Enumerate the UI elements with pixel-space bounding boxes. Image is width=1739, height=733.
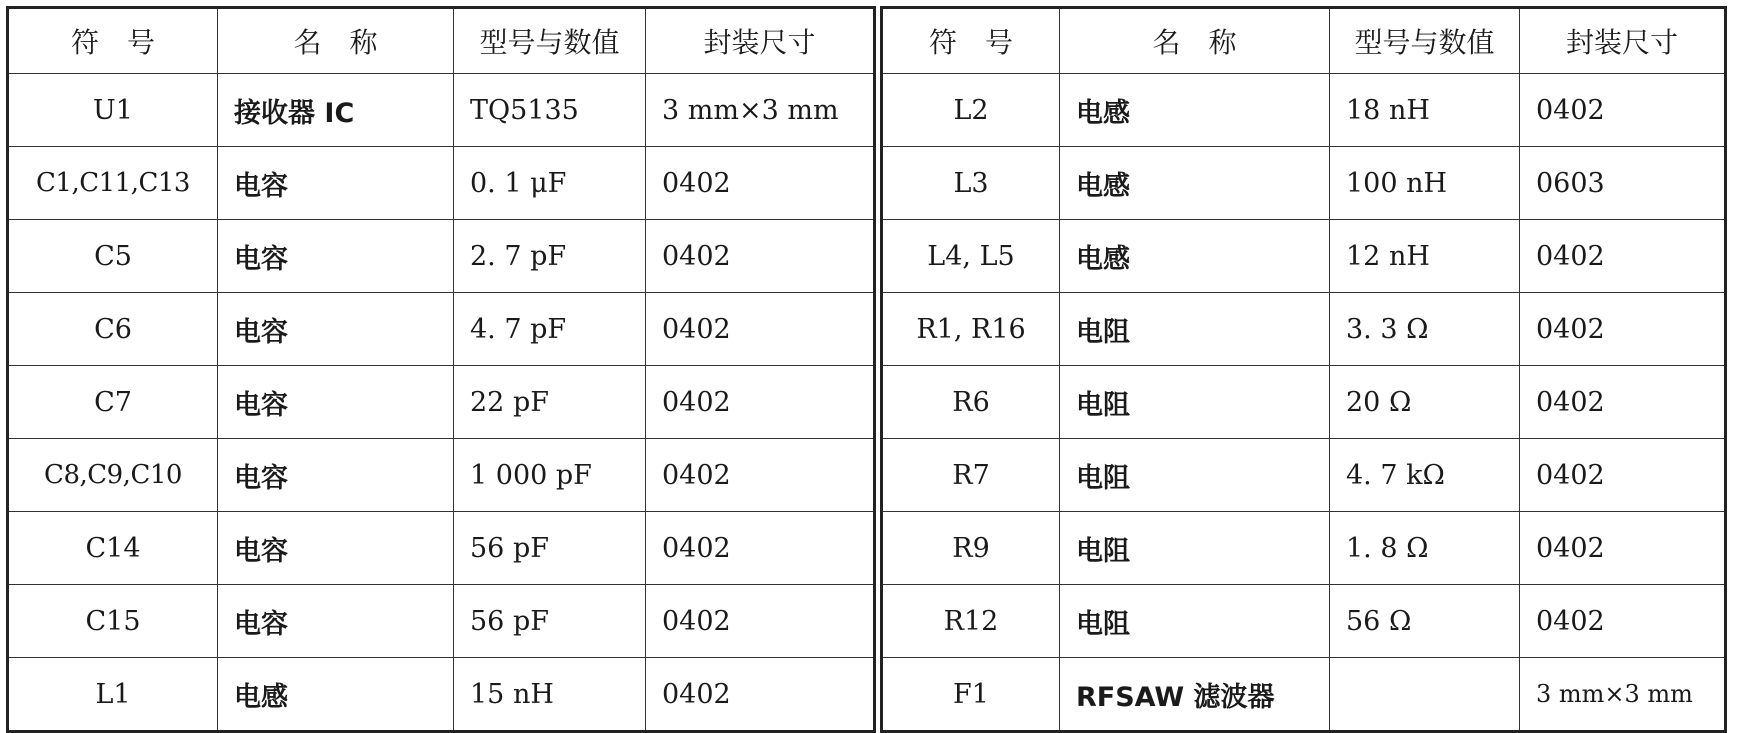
- cell-name: 电容: [218, 439, 454, 512]
- header-value: 型号与数值: [454, 8, 646, 74]
- header-name: 名 称: [1060, 8, 1330, 74]
- cell-value: 0. 1 μF: [454, 147, 646, 220]
- table-row: [882, 147, 1726, 220]
- table-row: [882, 366, 1726, 439]
- cell-package: 0402: [646, 512, 875, 585]
- cell-symbol: R9: [882, 512, 1060, 585]
- cell-value: 3. 3 Ω: [1330, 293, 1520, 366]
- table-row: [8, 512, 875, 585]
- cell-symbol: L2: [882, 74, 1060, 147]
- table-row: [8, 439, 875, 512]
- cell-name: RFSAW 滤波器: [1060, 658, 1330, 732]
- header-value: 型号与数值: [1330, 8, 1520, 74]
- cell-symbol: L1: [8, 658, 218, 732]
- cell-value: 22 pF: [454, 366, 646, 439]
- cell-package: 0402: [1520, 585, 1726, 658]
- cell-package: 0402: [646, 585, 875, 658]
- table-row: [8, 658, 875, 732]
- cell-value: 4. 7 pF: [454, 293, 646, 366]
- header-row: [882, 8, 1726, 74]
- cell-value: 20 Ω: [1330, 366, 1520, 439]
- header-name: 名 称: [218, 8, 454, 74]
- cell-value: 1 000 pF: [454, 439, 646, 512]
- cell-value: 12 nH: [1330, 220, 1520, 293]
- cell-symbol: C5: [8, 220, 218, 293]
- cell-symbol: C6: [8, 293, 218, 366]
- cell-package: 0402: [1520, 512, 1726, 585]
- cell-value: 56 pF: [454, 585, 646, 658]
- cell-name: 电容: [218, 293, 454, 366]
- cell-package: 0402: [646, 220, 875, 293]
- table-row: [882, 512, 1726, 585]
- table-row: [8, 366, 875, 439]
- table-row: [882, 658, 1726, 732]
- header-symbol: 符 号: [882, 8, 1060, 74]
- cell-symbol: C14: [8, 512, 218, 585]
- cell-value: [1330, 658, 1520, 732]
- cell-symbol: R7: [882, 439, 1060, 512]
- cell-symbol: C1,C11,C13: [8, 147, 218, 220]
- cell-value: 15 nH: [454, 658, 646, 732]
- cell-package: 3 mm×3 mm: [1520, 658, 1726, 732]
- cell-symbol: C15: [8, 585, 218, 658]
- cell-symbol: R6: [882, 366, 1060, 439]
- cell-name: 电感: [1060, 220, 1330, 293]
- cell-name: 电容: [218, 585, 454, 658]
- cell-value: 4. 7 kΩ: [1330, 439, 1520, 512]
- cell-package: 0402: [1520, 439, 1726, 512]
- cell-package: 0402: [1520, 74, 1726, 147]
- cell-symbol: U1: [8, 74, 218, 147]
- cell-package: 0603: [1520, 147, 1726, 220]
- cell-symbol: L4, L5: [882, 220, 1060, 293]
- cell-value: 56 pF: [454, 512, 646, 585]
- cell-symbol: R1, R16: [882, 293, 1060, 366]
- cell-symbol: C7: [8, 366, 218, 439]
- table-row: [882, 585, 1726, 658]
- cell-package: 0402: [646, 293, 875, 366]
- table-row: [882, 74, 1726, 147]
- component-table-right: [880, 6, 1727, 733]
- cell-package: 3 mm×3 mm: [646, 74, 875, 147]
- cell-name: 电容: [218, 220, 454, 293]
- header-symbol: 符 号: [8, 8, 218, 74]
- cell-name: 电阻: [1060, 585, 1330, 658]
- table-row: [8, 147, 875, 220]
- cell-name: 接收器 IC: [218, 74, 454, 147]
- table-row: [882, 220, 1726, 293]
- cell-value: 18 nH: [1330, 74, 1520, 147]
- cell-value: 100 nH: [1330, 147, 1520, 220]
- cell-package: 0402: [646, 658, 875, 732]
- cell-name: 电阻: [1060, 293, 1330, 366]
- header-package: 封装尺寸: [646, 8, 875, 74]
- cell-name: 电感: [1060, 74, 1330, 147]
- table-row: [8, 74, 875, 147]
- cell-value: TQ5135: [454, 74, 646, 147]
- header-row: [8, 8, 875, 74]
- table-row: [8, 293, 875, 366]
- cell-value: 1. 8 Ω: [1330, 512, 1520, 585]
- component-table-left: [6, 6, 876, 733]
- cell-package: 0402: [1520, 220, 1726, 293]
- cell-value: 2. 7 pF: [454, 220, 646, 293]
- cell-name: 电容: [218, 512, 454, 585]
- cell-package: 0402: [646, 366, 875, 439]
- cell-symbol: F1: [882, 658, 1060, 732]
- cell-package: 0402: [646, 147, 875, 220]
- cell-name: 电阻: [1060, 439, 1330, 512]
- table-row: [882, 293, 1726, 366]
- cell-package: 0402: [1520, 293, 1726, 366]
- cell-name: 电容: [218, 366, 454, 439]
- cell-name: 电阻: [1060, 366, 1330, 439]
- table-row: [882, 439, 1726, 512]
- cell-package: 0402: [1520, 366, 1726, 439]
- cell-name: 电容: [218, 147, 454, 220]
- cell-name: 电感: [218, 658, 454, 732]
- cell-value: 56 Ω: [1330, 585, 1520, 658]
- cell-symbol: L3: [882, 147, 1060, 220]
- table-row: [8, 585, 875, 658]
- table-row: [8, 220, 875, 293]
- cell-symbol: C8,C9,C10: [8, 439, 218, 512]
- cell-name: 电感: [1060, 147, 1330, 220]
- cell-symbol: R12: [882, 585, 1060, 658]
- cell-package: 0402: [646, 439, 875, 512]
- cell-name: 电阻: [1060, 512, 1330, 585]
- header-package: 封装尺寸: [1520, 8, 1726, 74]
